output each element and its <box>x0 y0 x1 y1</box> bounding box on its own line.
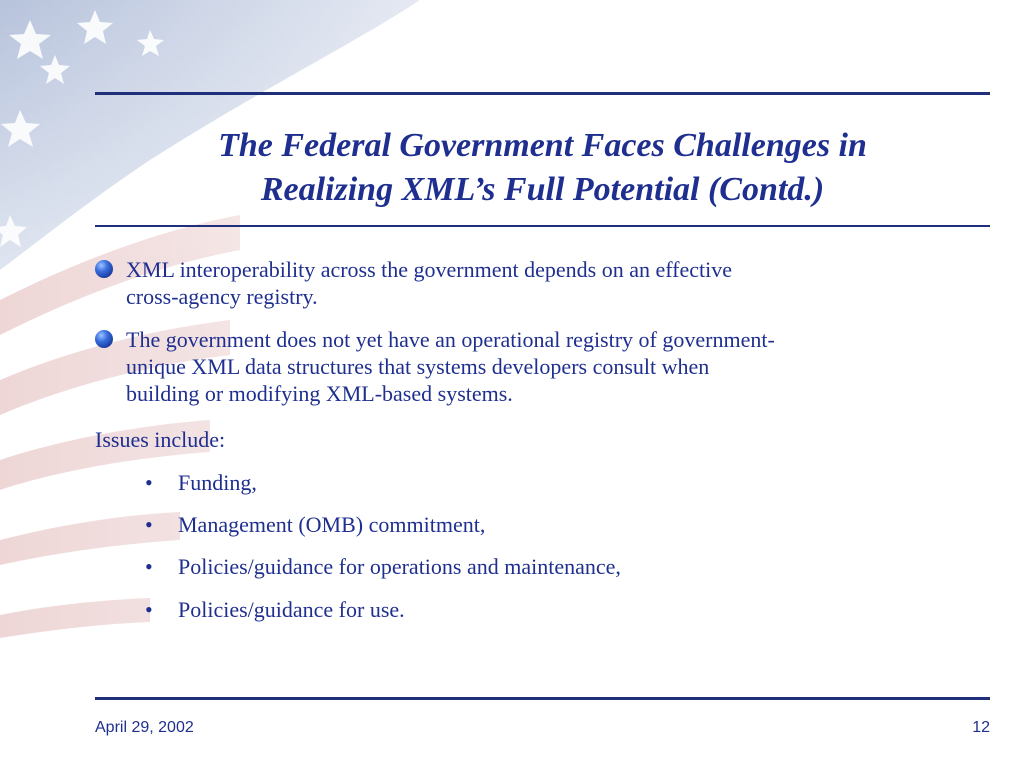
issue-item-management <box>145 511 485 538</box>
issue-item-operations-policy <box>145 553 621 580</box>
bullet-line: cross-agency registry. <box>126 284 318 309</box>
bullet-dot-icon: • <box>145 554 153 579</box>
issue-text: Policies/guidance for operations and maintenance, <box>178 554 621 579</box>
footer-rule <box>95 697 990 700</box>
bullet-dot-icon: • <box>145 512 153 537</box>
issue-text: Funding, <box>178 470 257 495</box>
bullet-line: The government does not yet have an operational registry of government- <box>126 327 775 352</box>
footer-page-number: 12 <box>972 719 990 736</box>
title-bottom-rule <box>95 225 990 227</box>
bullet-text <box>126 326 975 407</box>
bullet-item-registry <box>95 256 975 310</box>
bullet-dot-icon: • <box>145 470 153 495</box>
slide-title-line-2: Realizing XML’s Full Potential (Contd.) <box>260 171 825 208</box>
slide-title-line-1: The Federal Government Faces Challenges in <box>218 127 867 164</box>
blue-ball-bullet-icon <box>95 330 113 348</box>
bullet-text <box>126 256 975 310</box>
bullet-line: XML interoperability across the government depends on an effective <box>126 257 733 282</box>
bullet-item-operational-registry <box>95 326 975 407</box>
issues-heading: Issues include: <box>95 427 226 452</box>
blue-ball-bullet-icon <box>95 260 113 278</box>
issue-text: Policies/guidance for use. <box>178 597 405 622</box>
issue-item-use-policy <box>145 596 405 623</box>
footer-date: April 29, 2002 <box>95 719 194 736</box>
bullet-dot-icon: • <box>145 597 153 622</box>
issue-item-funding <box>145 469 257 496</box>
slide-title <box>95 124 990 212</box>
issue-text: Management (OMB) commitment, <box>178 512 486 537</box>
bullet-line: building or modifying XML-based systems. <box>126 381 513 406</box>
bullet-line: unique XML data structures that systems developers consult when <box>126 354 710 379</box>
title-top-rule <box>95 92 990 95</box>
